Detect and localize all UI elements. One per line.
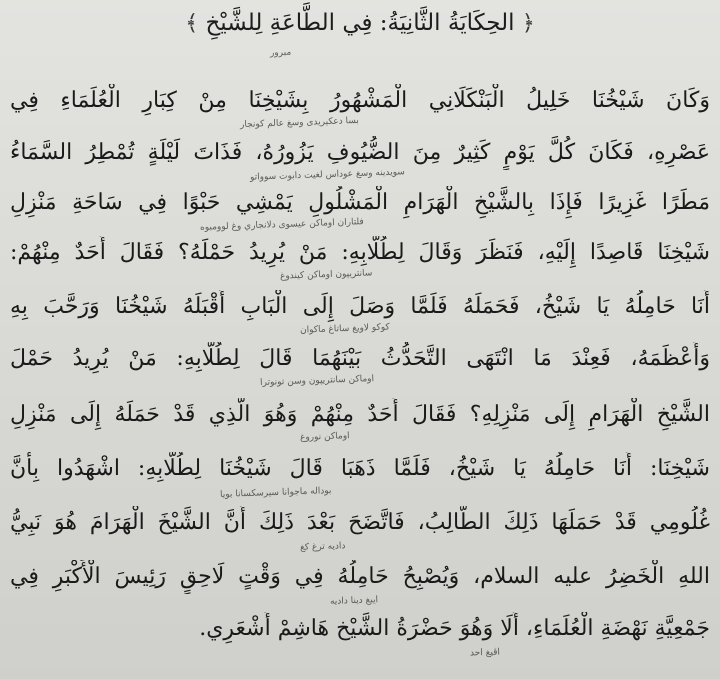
- gloss-line-5: كوكو لاويغ ساتاغ ماكوان: [299, 322, 390, 336]
- text-line-5: أَنَا حَامِلُهُ يَا شَيْخُ، فَحَمَلَهُ فَلَمَّا وَصَلَ إِلَى الْبَابِ أَقْبَلَهُ شَيْخُنَا وَرَحَّبَ بِهِ: [10, 294, 710, 319]
- gloss-line-3: فلتاران اوماكن عیسوی دلانجاري وغ لوومبوه: [199, 217, 364, 233]
- text-line-7: الشَّيْخِ الْهَرَامِ إِلَى مَنْزِلِهِ؟ فَقَالَ أَحَدٌ مِنْهُمْ وَهُوَ الَّذِي قَدْ حَمَلَهُ إِلَى مَنْزِلِ: [10, 402, 710, 427]
- title-gloss: مبرور: [269, 47, 292, 59]
- text-line-8: شَيْخِنَا: أَنَا حَامِلُهُ يَا شَيْخُ، فَلَمَّا ذَهَبَا قَالَ شَيْخُنَا لِطُلَّابِهِ: اشْهَدُوا بِأَنَّ: [10, 456, 710, 481]
- gloss-line-11: اڤيغ احد: [469, 647, 501, 659]
- gloss-line-10: ايبغ دينا داديه: [329, 595, 379, 607]
- text-line-10: اللهِ الْخَضِرُ عليه السلام، وَيُصْبِحُ حَامِلُهُ فِي وَقْتٍ لَاحِقٍ رَئِيسَ الْأَكْبَرِ فِي: [10, 564, 710, 589]
- gloss-line-7: اوماكن نوروغ: [299, 431, 350, 443]
- gloss-line-4: سانتريپون اوماكن كيندوغ: [279, 268, 373, 282]
- ornament-bracket-left: ﴾: [185, 11, 199, 36]
- gloss-line-8: بوداله ماجوانا سيرسكسانا بويا: [219, 486, 332, 500]
- ornament-bracket-right: ﴿: [521, 11, 535, 36]
- gloss-line-6: اوماكن سانتريپون وسن تونوترا: [259, 374, 375, 388]
- text-line-2: عَصْرِهِ، فَكَانَ كُلَّ يَوْمٍ كَثِيرٌ مِنَ الضُّيُوفِ يَزُورُهُ، فَذَاتَ لَيْلَةٍ تُمْطِرُ السَّمَاءُ: [10, 140, 710, 165]
- text-line-11: جَمْعِيَّةِ نَهْضَةِ الْعُلَمَاءِ، أَلَا وَهُوَ حَضْرَةُ الشَّيْخ هَاشِمْ أَشْعَرِي.: [199, 616, 710, 641]
- text-line-3: مَطَرًا غَزِيرًا فَإِذَا بِالشَّيْخِ الْهَرَامِ الْمَشْلُولِ يَمْشِي حَبْوًا فِي سَاحَةِ مَنْزِلِ: [10, 190, 710, 215]
- gloss-line-1: بسا دعکیریدی وسغ عالم کونجار: [239, 115, 360, 131]
- story-title-text: الحِكَايَةُ الثَّانِيَةُ: فِي الطَّاعَةِ لِلشَّيْخِ: [205, 10, 515, 36]
- gloss-line-2: سويدینه وسغ عوداس لغيت دابوت سوواتو: [249, 167, 406, 183]
- text-line-4: شَيْخِنَا قَاصِدًا إِلَيْهِ، فَنَظَرَ وَقَالَ لِطُلَّابِهِ: مَنْ يُرِيدُ حَمْلَهُ؟ فَقَالَ أَحَدٌ مِنْهُمْ:: [10, 240, 710, 265]
- text-line-9: غُلُومِي قَدْ حَمَلَهَا ذَلِكَ الطَّالِبُ، فَاتَّضَحَ بَعْدَ ذَلِكَ أَنَّ الشَّيْخَ الْهَرَامَ هُوَ نَبِيُّ: [10, 510, 710, 535]
- text-line-6: وَأَعْظَمَهُ، فَعِنْدَ مَا انْتَهَى التَّحَدُّثُ بَيْنَهُمَا قَالَ لِطُلَّابِهِ: مَنْ يُرِيدُ حَمْلَ: [10, 346, 710, 371]
- gloss-line-9: داديه ترغ كغ: [299, 541, 346, 553]
- text-line-1: وَكَانَ شَيْخُنَا خَلِيلُ الْبَنْكَلَانِي الْمَشْهُورُ بِشَيْخِنَا مِنْ كِبَارِ الْعُلَمَاءِ فِي: [10, 88, 710, 113]
- story-title: [0, 10, 720, 36]
